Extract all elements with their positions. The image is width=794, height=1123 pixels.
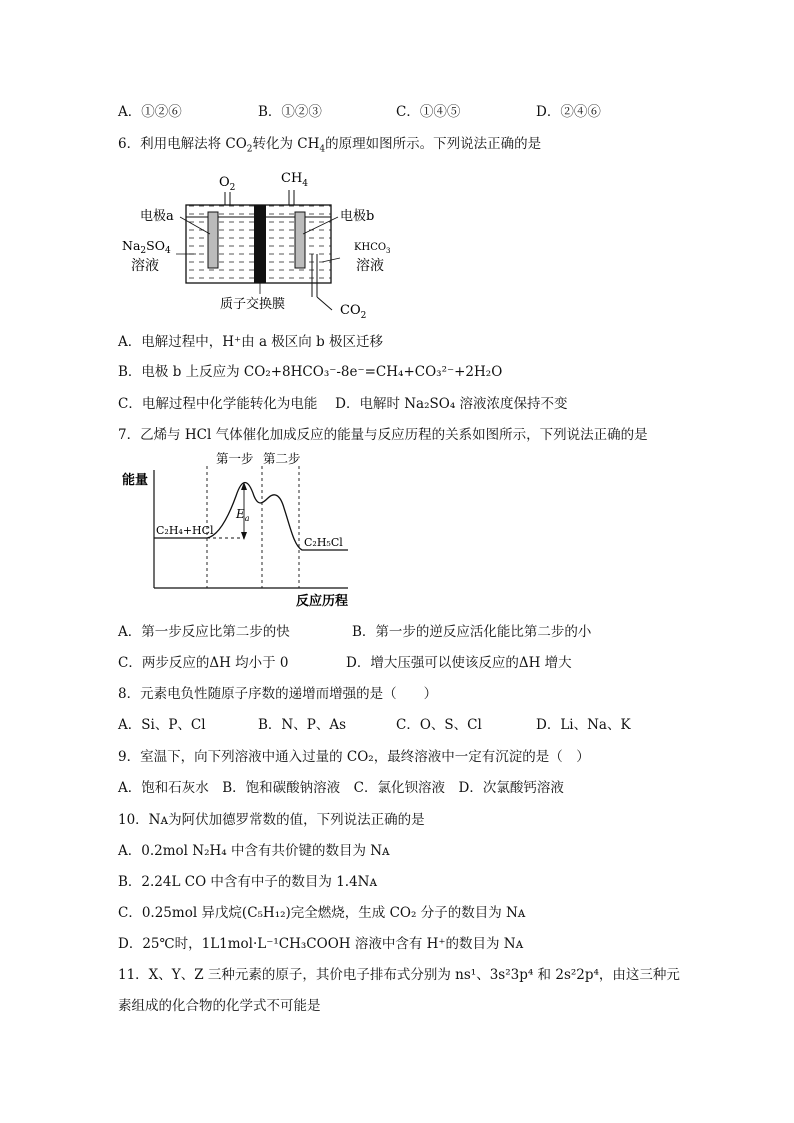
q8-option-d[interactable]: D．Li、Na、K — [536, 717, 631, 733]
khco3-label: $KHCO_3$ — [354, 242, 391, 255]
q7-option-d[interactable]: D．增大压强可以使该反应的ΔH 增大 — [346, 655, 572, 671]
q10-stem: 10．Nᴀ为阿伏加德罗常数的值，下列说法正确的是 — [118, 812, 425, 828]
q5-option-b[interactable] — [258, 102, 322, 122]
option-text: ①②③ — [281, 104, 322, 120]
option-letter: A． — [118, 104, 142, 120]
q6-option-a[interactable]: A．电解过程中，H⁺由 a 极区向 b 极区迁移 — [118, 334, 384, 350]
option-text: ①④⑤ — [419, 104, 461, 120]
option-letter: D． — [536, 104, 561, 120]
option-letter: B． — [258, 104, 282, 120]
step1-label: 第一步 — [216, 451, 254, 466]
step2-label: 第二步 — [263, 451, 301, 466]
q10-option-a[interactable]: A．0.2mol N₂H₄ 中含有共价键的数目为 Nᴀ — [118, 843, 390, 859]
reactant-label: C₂H₄+HCl — [156, 524, 214, 537]
option-text: ②④⑥ — [560, 104, 601, 120]
right-solution-label: 溶液 — [356, 258, 384, 274]
q7-option-a[interactable]: A．第一步反应比第二步的快 — [118, 624, 290, 640]
membrane-label: 质子交换膜 — [220, 297, 286, 312]
q8-option-b[interactable]: B．N、P、As — [258, 717, 346, 733]
q10-option-b[interactable]: B．2.24L CO 中含有中子的数目为 1.4Nᴀ — [118, 874, 378, 890]
q6-stem-sub: 2 — [246, 144, 253, 155]
electrode-a — [208, 212, 218, 268]
proton-exchange-membrane — [254, 205, 266, 283]
q6-option-c-d[interactable]: C．电解过程中化学能转化为电能 D．电解时 Na₂SO₄ 溶液浓度保持不变 — [118, 396, 568, 412]
q10-option-c[interactable]: C．0.25mol 异戊烷(C₅H₁₂)完全燃烧，生成 CO₂ 分子的数目为 Nᴀ — [118, 905, 526, 921]
q11-stem-line1: 11．X、Y、Z 三种元素的原子，其价电子排布式分别为 ns¹、3s²3p⁴ 和 2s²2p⁴，由这三种元 — [118, 967, 680, 983]
option-letter: C． — [396, 104, 420, 120]
q5-option-c[interactable] — [396, 102, 460, 122]
electrode-b — [295, 212, 305, 268]
electrode-b-label: 电极b — [340, 209, 375, 224]
q8-stem: 8．元素电负性随原子序数的递增而增强的是（ ） — [118, 686, 438, 702]
ch4-label: $CH_4$ — [281, 171, 309, 189]
activation-energy-label: $E_a$ — [236, 507, 250, 523]
q6-stem-part: 6．利用电解法将 CO — [118, 136, 247, 152]
q11-stem-line2: 素组成的化合物的化学式不可能是 — [118, 998, 321, 1014]
q10-option-d[interactable]: D．25℃时，1L1mol·L⁻¹CH₃COOH 溶液中含有 H⁺的数目为 Nᴀ — [118, 936, 524, 952]
na2so4-label: $Na_2SO_4$ — [122, 238, 171, 256]
q9-options[interactable]: A．饱和石灰水 B．饱和碳酸钠溶液 C．氯化钡溶液 D．次氯酸钙溶液 — [118, 780, 564, 796]
y-axis-label: 能量 — [122, 473, 149, 488]
q6-stem-sub: 4 — [319, 144, 326, 155]
q8-option-a[interactable]: A．Si、P、Cl — [118, 717, 206, 733]
q6-stem-part: 的原理如图所示。下列说法正确的是 — [325, 136, 542, 152]
left-solution-label: 溶液 — [131, 258, 159, 274]
product-label: C₂H₅Cl — [304, 536, 343, 549]
q6-option-b[interactable]: B．电极 b 上反应为 CO₂+8HCO₃⁻-8e⁻=CH₄+CO₃²⁻+2H₂O — [118, 364, 503, 380]
q5-option-a[interactable] — [118, 102, 182, 122]
electrode-a-label: 电极a — [140, 209, 174, 224]
option-text: ①②⑥ — [141, 104, 182, 120]
q7-option-c[interactable]: C．两步反应的ΔH 均小于 0 — [118, 655, 289, 671]
q6-stem — [118, 134, 541, 154]
q7-stem: 7．乙烯与 HCl 气体催化加成反应的能量与反应历程的关系如图所示，下列说法正确的是 — [118, 427, 648, 443]
electrolysis-diagram — [118, 162, 408, 320]
co2-label: $CO_2$ — [340, 303, 367, 320]
x-axis-label: 反应历程 — [296, 594, 349, 609]
q5-option-d[interactable] — [536, 102, 601, 122]
q8-option-c[interactable]: C．O、S、Cl — [396, 717, 482, 733]
q7-option-b[interactable]: B．第一步的逆反应活化能比第二步的小 — [352, 624, 592, 640]
q9-stem: 9．室温下，向下列溶液中通入过量的 CO₂，最终溶液中一定有沉淀的是（ ） — [118, 749, 590, 765]
o2-label: $O_2$ — [219, 175, 236, 193]
q6-stem-part: 转化为 CH — [252, 136, 320, 152]
energy-profile-diagram — [118, 448, 368, 612]
